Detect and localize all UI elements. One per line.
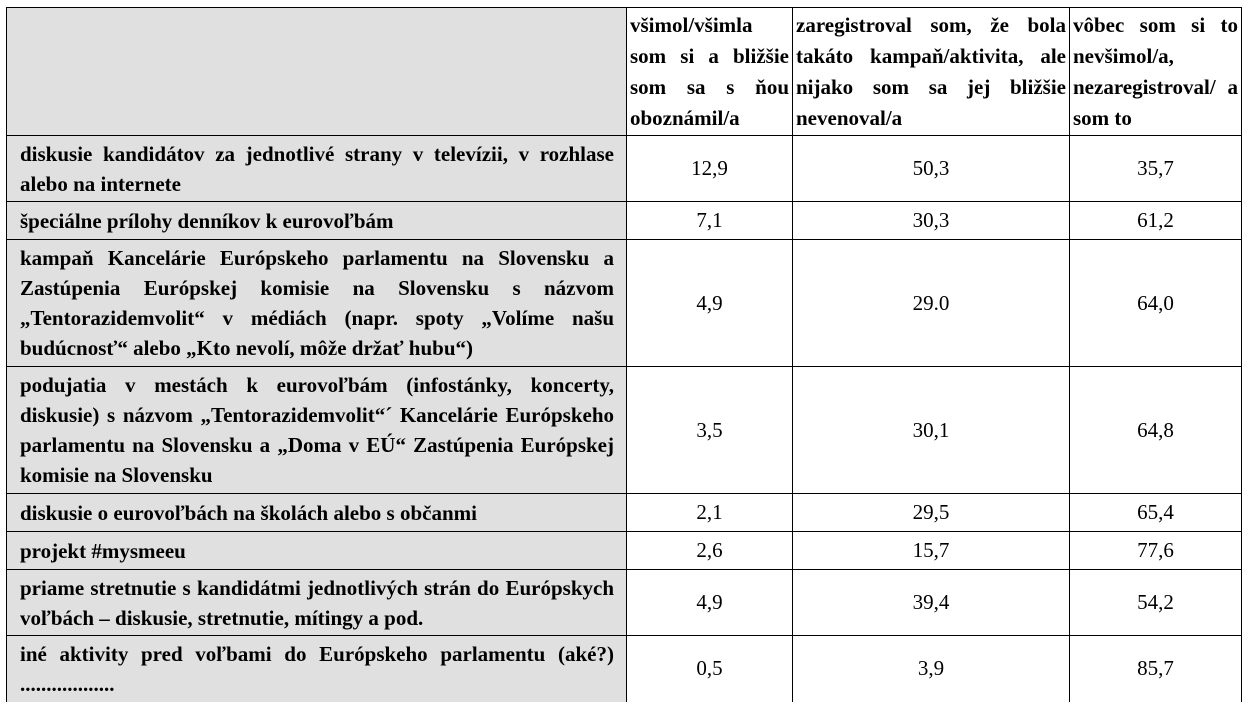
table-row [7,136,1242,202]
table-row [7,494,1242,532]
header-registered-not-engaged: zaregistroval som, že bola takáto kampaň/aktivita, ale nijako som sa jej bližšie nevenoval/a [793,8,1070,136]
row-label: špeciálne prílohy denníkov k eurovoľbám [7,202,627,240]
value-cell: 7,1 [627,202,793,240]
survey-table-container [6,7,1242,702]
value-cell: 15,7 [793,532,1070,570]
value-cell: 30,3 [793,202,1070,240]
row-label: kampaň Kancelárie Európskeho parlamentu na Slovensku a Zastúpenia Európskej komisie na Slovensku s názvom „Tentorazidemvolit“ v médiách (napr. spoty „Volíme našu budúcnosť“ alebo „Kto nevolí, môže držať hubu“) [7,240,627,367]
row-label: diskusie kandidátov za jednotlivé strany v televízii, v rozhlase alebo na internete [7,136,627,202]
row-label: diskusie o eurovoľbách na školách alebo s občanmi [7,494,627,532]
value-cell: 35,7 [1070,136,1242,202]
table-row [7,202,1242,240]
header-blank-cell [7,8,627,136]
row-label: priame stretnutie s kandidátmi jednotlivých strán do Európskych voľbách – diskusie, stretnutie, mítingy a pod. [7,570,627,636]
header-noticed-familiarized: všimol/všimla som si a bližšie som sa s ňou oboznámil/a [627,8,793,136]
value-cell: 2,6 [627,532,793,570]
value-cell: 65,4 [1070,494,1242,532]
value-cell: 61,2 [1070,202,1242,240]
value-cell: 39,4 [793,570,1070,636]
row-label: iné aktivity pred voľbami do Európskeho parlamentu (aké?) .................. [7,636,627,702]
row-label: projekt #mysmeeu [7,532,627,570]
table-row [7,636,1242,702]
value-cell: 0,5 [627,636,793,702]
table-row [7,367,1242,494]
value-cell: 2,1 [627,494,793,532]
value-cell: 29,5 [793,494,1070,532]
value-cell: 85,7 [1070,636,1242,702]
table-row [7,570,1242,636]
survey-table [6,7,1242,702]
value-cell: 54,2 [1070,570,1242,636]
value-cell: 30,1 [793,367,1070,494]
value-cell: 64,8 [1070,367,1242,494]
row-label: podujatia v mestách k eurovoľbám (infostánky, koncerty, diskusie) s názvom „Tentorazidemvolit“´ Kancelárie Európskeho parlamentu na Slovensku a „Doma v EÚ“ Zastúpenia Európskej komisie na Slovensku [7,367,627,494]
value-cell: 29.0 [793,240,1070,367]
table-row [7,240,1242,367]
value-cell: 3,9 [793,636,1070,702]
header-row [7,8,1242,136]
value-cell: 64,0 [1070,240,1242,367]
value-cell: 12,9 [627,136,793,202]
value-cell: 4,9 [627,240,793,367]
value-cell: 4,9 [627,570,793,636]
value-cell: 3,5 [627,367,793,494]
header-not-noticed: vôbec som si to nevšimol/a, nezaregistroval/ a som to [1070,8,1242,136]
table-row [7,532,1242,570]
value-cell: 50,3 [793,136,1070,202]
value-cell: 77,6 [1070,532,1242,570]
